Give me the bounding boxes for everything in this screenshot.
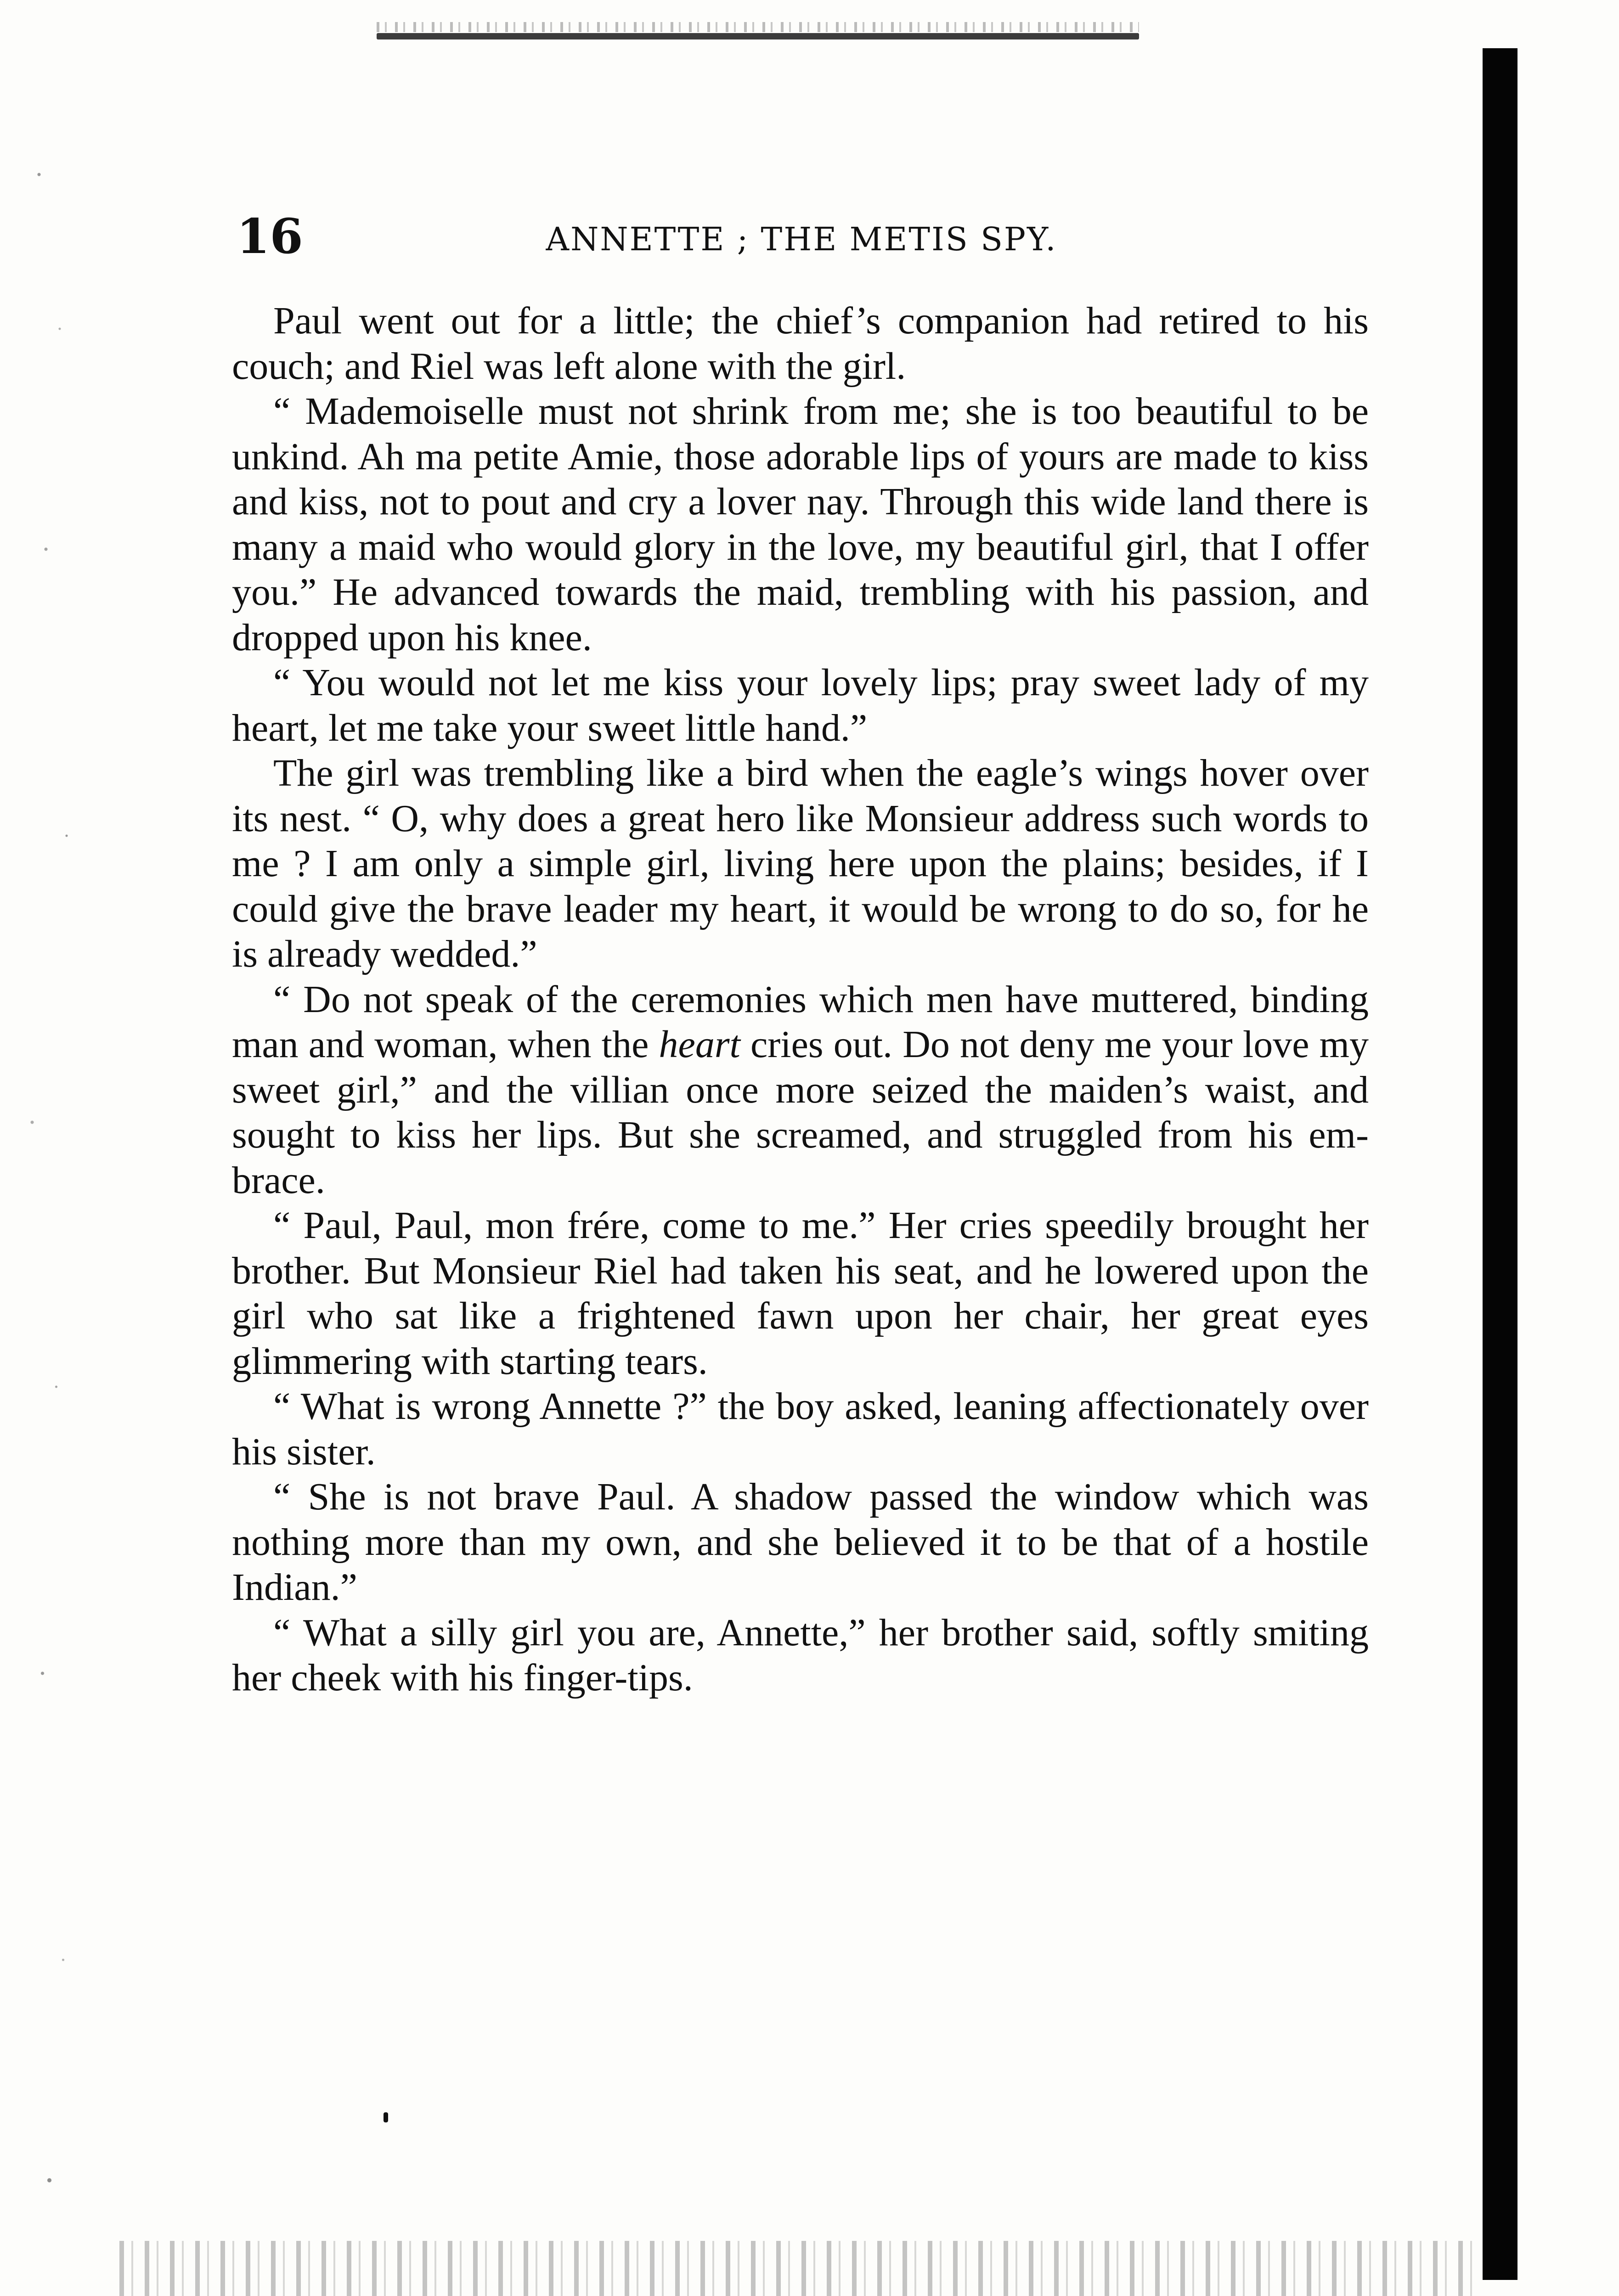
body-text [232,298,1369,1701]
scan-edge-bar [1483,48,1517,2280]
paragraph: “ What is wrong Annette ?” the boy asked, leaning affectionately over his sister. [232,1385,1369,1473]
paragraph-text: “ Do not speak of the ceremonies which men have muttered, binding man and woman, when the [232,978,1369,1066]
paragraph: “ Mademoiselle must not shrink from me; she is too beautiful to be unkind. Ah ma petite Amie, those adorable lips of yours are made to kiss and kiss, not to pout and cry a lover nay. Through this wide land there is many a maid who would glory in the love, my beautiful girl, that I offer you.” He advanced towards the maid, trembling with his passion, and dropped upon his knee. [232,390,1369,659]
page-number: 16 [237,208,303,264]
paragraph: The girl was trembling like a bird when the eagle’s wings hover over its nest. “ O, why does a great hero like Monsieur address such words to me ? I am only a simple girl, living here upon the plains; besides, if I could give the brave leader my heart, it would be wrong to do so, for he is already wedded.” [232,752,1369,975]
running-header [237,209,1366,264]
top-rule [377,33,1139,39]
scan-noise-top [377,22,1139,32]
scan-speckle-left [18,64,87,2268]
scan-noise-bottom [119,2241,1479,2296]
paragraph: Paul went out for a little; the chief’s companion had retired to his couch; and Riel was left alone with the girl. [232,299,1369,388]
scan-mark [384,2112,388,2122]
paragraph: “ Paul, Paul, mon frére, come to me.” Her cries speedily brought her brother. But Monsieur Riel had taken his seat, and he lowered upon the girl who sat like a frightened fawn upon her chair, her great eyes glimmering with starting tears. [232,1204,1369,1383]
paragraph-text: cries out. Do not deny me your love my sweet girl,” and the villian once more seized the maiden’s waist, and sought to kiss her lips. But she screamed, and struggled from his embrace. [232,1023,1369,1202]
emphasized-word: heart [659,1023,740,1066]
paragraph: “ She is not brave Paul. A shadow passed the window which was nothing more than my own, and she believed it to be that of a hostile Indian.” [232,1475,1369,1609]
paragraph: “ You would not let me kiss your lovely lips; pray sweet lady of my heart, let me take your sweet little hand.” [232,661,1369,749]
paragraph [232,977,1369,1204]
running-title: ANNETTE ; THE METIS SPY. [546,220,1057,258]
paragraph: “ What a silly girl you are, Annette,” her brother said, softly smiting her cheek with his finger-tips. [232,1611,1369,1699]
